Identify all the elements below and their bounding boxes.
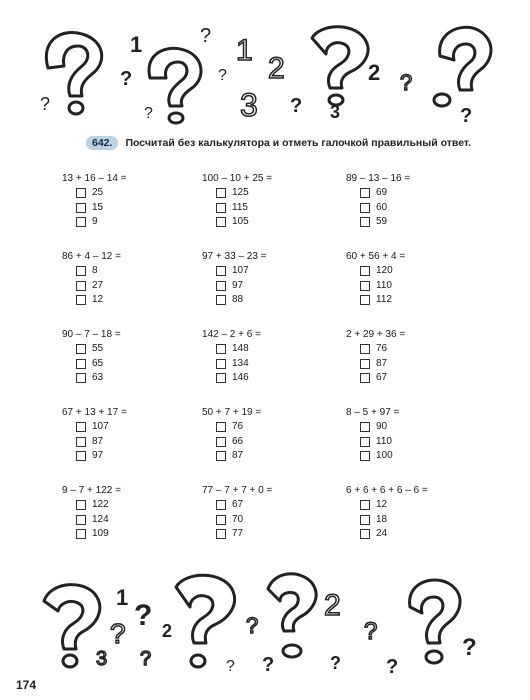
doodle-digit: 1 <box>130 32 143 57</box>
problem-item <box>62 484 202 542</box>
answer-value: 100 <box>376 450 393 462</box>
problem-expression: 50 + 7 + 19 = <box>202 407 262 418</box>
checkbox-icon[interactable] <box>76 451 86 461</box>
problem-item <box>202 328 342 386</box>
checkbox-icon[interactable] <box>216 281 226 291</box>
problem-expression: 86 + 4 – 12 = <box>62 251 121 262</box>
problem-item <box>62 172 202 230</box>
problem-expression: 142 – 2 + 6 = <box>202 329 261 340</box>
answer-value: 87 <box>376 357 388 369</box>
question-mark-icon <box>46 32 101 96</box>
answer-option[interactable] <box>360 371 486 386</box>
answer-option[interactable] <box>76 527 202 542</box>
checkbox-icon[interactable] <box>216 451 226 461</box>
checkbox-icon[interactable] <box>360 203 370 213</box>
doodle-question: ? <box>400 70 413 95</box>
answer-option[interactable] <box>360 293 486 308</box>
checkbox-icon[interactable] <box>216 422 226 432</box>
answer-value: 109 <box>92 528 109 540</box>
answer-option[interactable] <box>360 449 486 464</box>
problem-item <box>346 484 486 542</box>
answer-value: 88 <box>232 294 244 306</box>
question-mark-icon <box>149 48 201 106</box>
answer-value: 69 <box>376 187 388 199</box>
doodle-question: ? <box>226 658 235 675</box>
page-number: 174 <box>16 678 37 692</box>
doodle-digit: 2 <box>162 621 173 641</box>
answer-value: 24 <box>376 528 388 540</box>
answer-value: 97 <box>232 279 244 291</box>
problem-item <box>62 406 202 464</box>
top-decoration <box>0 0 530 130</box>
checkbox-icon[interactable] <box>360 451 370 461</box>
answer-value: 77 <box>232 528 244 540</box>
checkbox-icon[interactable] <box>76 217 86 227</box>
answer-value: 60 <box>376 201 388 213</box>
problem-expression: 2 + 29 + 36 = <box>346 329 406 340</box>
doodle-question: ? <box>462 634 477 661</box>
doodle-question: ? <box>246 613 259 638</box>
task-instruction: Посчитай без калькулятора и отметь галочкой правильный ответ. <box>125 137 472 149</box>
answer-option[interactable] <box>76 293 202 308</box>
answer-option[interactable] <box>76 357 202 372</box>
answer-option[interactable] <box>216 186 342 201</box>
problem-item <box>202 172 342 230</box>
answer-option[interactable] <box>360 342 486 357</box>
problem-expression: 13 + 16 – 14 = <box>62 173 127 184</box>
doodle-question: ? <box>200 25 212 47</box>
answer-option[interactable] <box>216 435 342 450</box>
answer-option[interactable] <box>76 279 202 294</box>
answer-option[interactable] <box>216 449 342 464</box>
doodle-digit: 2 <box>268 52 285 85</box>
doodle-digit: 3 <box>330 102 341 122</box>
problem-expression: 67 + 13 + 17 = <box>62 407 127 418</box>
answer-value: 67 <box>376 372 388 384</box>
answer-option[interactable] <box>216 264 342 279</box>
problem-item <box>62 328 202 386</box>
question-mark-icon <box>268 574 316 631</box>
checkbox-icon[interactable] <box>216 266 226 276</box>
doodle-digit: 3 <box>96 648 108 670</box>
task-header <box>86 136 526 150</box>
answer-value: 146 <box>232 372 249 384</box>
doodle-question: ? <box>386 656 399 678</box>
checkbox-icon[interactable] <box>76 295 86 305</box>
answer-option[interactable] <box>360 498 486 513</box>
question-mark-icon <box>176 575 235 643</box>
checkbox-icon[interactable] <box>360 500 370 510</box>
answer-value: 122 <box>92 499 109 511</box>
answer-value: 9 <box>92 216 98 228</box>
problem-expression: 89 – 13 – 16 = <box>346 173 411 184</box>
answer-option[interactable] <box>360 264 486 279</box>
answer-value: 134 <box>232 357 249 369</box>
answer-value: 110 <box>376 279 392 291</box>
answer-option[interactable] <box>216 420 342 435</box>
doodle-question: ? <box>460 105 473 127</box>
answer-option[interactable] <box>216 498 342 513</box>
question-mark-icon <box>312 27 368 88</box>
problem-expression: 90 – 7 – 18 = <box>62 329 121 340</box>
checkbox-icon[interactable] <box>216 500 226 510</box>
answer-value: 125 <box>232 187 249 199</box>
checkbox-icon[interactable] <box>216 437 226 447</box>
answer-option[interactable] <box>216 293 342 308</box>
answer-option[interactable] <box>216 357 342 372</box>
checkbox-icon[interactable] <box>76 359 86 369</box>
doodle-question: ? <box>262 654 275 676</box>
answer-option[interactable] <box>76 342 202 357</box>
answer-option[interactable] <box>360 186 486 201</box>
answer-value: 15 <box>92 201 104 213</box>
answer-value: 66 <box>232 435 244 447</box>
answer-option[interactable] <box>216 279 342 294</box>
doodle-question: ? <box>290 95 303 117</box>
problem-item <box>346 172 486 230</box>
checkbox-icon[interactable] <box>360 373 370 383</box>
problem-expression: 6 + 6 + 6 + 6 – 6 = <box>346 485 428 496</box>
answer-value: 70 <box>232 513 244 525</box>
checkbox-icon[interactable] <box>76 422 86 432</box>
answer-option[interactable] <box>76 498 202 513</box>
checkbox-icon[interactable] <box>360 422 370 432</box>
answer-option[interactable] <box>216 201 342 216</box>
doodle-question: ? <box>110 618 126 649</box>
doodle-question: ? <box>120 68 133 90</box>
answer-value: 107 <box>232 265 249 277</box>
problem-expression: 9 – 7 + 122 = <box>62 485 121 496</box>
checkbox-icon[interactable] <box>360 295 370 305</box>
task-number-badge: 642. <box>86 136 118 150</box>
answer-value: 105 <box>232 216 249 228</box>
answer-option[interactable] <box>216 371 342 386</box>
answer-value: 120 <box>376 265 393 277</box>
answer-option[interactable] <box>216 513 342 528</box>
answer-value: 55 <box>92 343 104 355</box>
checkbox-icon[interactable] <box>76 500 86 510</box>
doodle-digit: 1 <box>236 34 253 67</box>
answer-value: 90 <box>376 421 388 433</box>
answer-option[interactable] <box>216 527 342 542</box>
checkbox-icon[interactable] <box>360 281 370 291</box>
answer-option[interactable] <box>360 201 486 216</box>
answer-option[interactable] <box>76 435 202 450</box>
doodle-question: ? <box>144 105 153 122</box>
answer-option[interactable] <box>76 215 202 230</box>
answer-value: 25 <box>92 187 104 199</box>
checkbox-icon[interactable] <box>216 295 226 305</box>
checkbox-icon[interactable] <box>216 188 226 198</box>
answer-option[interactable] <box>76 201 202 216</box>
question-mark-icon <box>44 585 100 649</box>
problem-item <box>346 250 486 308</box>
problem-item <box>202 250 342 308</box>
answer-value: 76 <box>376 343 388 355</box>
answer-value: 27 <box>92 279 104 291</box>
checkbox-icon[interactable] <box>360 344 370 354</box>
answer-option[interactable] <box>360 215 486 230</box>
doodle-question: ? <box>218 67 227 84</box>
checkbox-icon[interactable] <box>76 529 86 539</box>
checkbox-icon[interactable] <box>76 266 86 276</box>
problem-expression: 77 – 7 + 7 + 0 = <box>202 485 273 496</box>
doodle-digit: 2 <box>324 589 341 622</box>
answer-option[interactable] <box>76 420 202 435</box>
checkbox-icon[interactable] <box>216 203 226 213</box>
answer-option[interactable] <box>76 264 202 279</box>
doodle-digit: 2 <box>368 60 381 85</box>
doodle-question: ? <box>134 599 153 632</box>
checkbox-icon[interactable] <box>216 515 226 525</box>
checkbox-icon[interactable] <box>360 515 370 525</box>
problem-expression: 8 – 5 + 97 = <box>346 407 400 418</box>
problem-expression: 97 + 33 – 23 = <box>202 251 267 262</box>
doodle-question: ? <box>40 94 51 114</box>
answer-option[interactable] <box>76 186 202 201</box>
answer-value: 148 <box>232 343 249 355</box>
answer-option[interactable] <box>216 215 342 230</box>
checkbox-icon[interactable] <box>360 359 370 369</box>
checkbox-icon[interactable] <box>76 188 86 198</box>
doodle-question: ? <box>364 618 378 645</box>
checkbox-icon[interactable] <box>360 437 370 447</box>
answer-value: 12 <box>376 499 388 511</box>
answer-option[interactable] <box>76 371 202 386</box>
bottom-decoration <box>0 565 530 695</box>
problem-expression: 100 – 10 + 25 = <box>202 173 273 184</box>
checkbox-icon[interactable] <box>360 266 370 276</box>
problem-item <box>202 484 342 542</box>
checkbox-icon[interactable] <box>360 217 370 227</box>
question-mark-icon <box>440 27 491 90</box>
answer-option[interactable] <box>360 513 486 528</box>
answer-value: 18 <box>376 513 388 525</box>
answer-value: 12 <box>92 294 104 306</box>
checkbox-icon[interactable] <box>76 344 86 354</box>
question-mark-icon <box>410 580 460 643</box>
problem-item <box>62 250 202 308</box>
doodle-question: ? <box>140 648 152 670</box>
answer-option[interactable] <box>216 342 342 357</box>
problem-item <box>346 406 486 464</box>
doodle-digit: 1 <box>116 585 129 610</box>
answer-value: 8 <box>92 265 98 277</box>
answer-option[interactable] <box>360 420 486 435</box>
answer-value: 110 <box>376 435 392 447</box>
checkbox-icon[interactable] <box>216 359 226 369</box>
answer-value: 115 <box>232 201 248 213</box>
checkbox-icon[interactable] <box>360 188 370 198</box>
answer-value: 76 <box>232 421 244 433</box>
answer-value: 59 <box>376 216 388 228</box>
checkbox-icon[interactable] <box>76 203 86 213</box>
checkbox-icon[interactable] <box>216 529 226 539</box>
problem-item <box>346 328 486 386</box>
problem-expression: 60 + 56 + 4 = <box>346 251 406 262</box>
checkbox-icon[interactable] <box>76 515 86 525</box>
answer-option[interactable] <box>360 279 486 294</box>
answer-value: 87 <box>232 450 244 462</box>
checkbox-icon[interactable] <box>216 344 226 354</box>
answer-value: 97 <box>92 450 104 462</box>
answer-value: 107 <box>92 421 109 433</box>
answer-option[interactable] <box>360 435 486 450</box>
checkbox-icon[interactable] <box>216 217 226 227</box>
answer-value: 65 <box>92 357 104 369</box>
doodle-digit: 3 <box>240 87 258 123</box>
doodle-question: ? <box>330 653 341 673</box>
answer-option[interactable] <box>360 357 486 372</box>
answer-value: 87 <box>92 435 104 447</box>
answer-value: 124 <box>92 513 109 525</box>
checkbox-icon[interactable] <box>360 529 370 539</box>
answer-value: 67 <box>232 499 244 511</box>
checkbox-icon[interactable] <box>76 281 86 291</box>
problem-grid <box>62 172 482 562</box>
answer-option[interactable] <box>76 449 202 464</box>
answer-option[interactable] <box>360 527 486 542</box>
problem-item <box>202 406 342 464</box>
checkbox-icon[interactable] <box>76 437 86 447</box>
answer-value: 63 <box>92 372 104 384</box>
answer-value: 112 <box>376 294 392 306</box>
checkbox-icon[interactable] <box>76 373 86 383</box>
answer-option[interactable] <box>76 513 202 528</box>
checkbox-icon[interactable] <box>216 373 226 383</box>
